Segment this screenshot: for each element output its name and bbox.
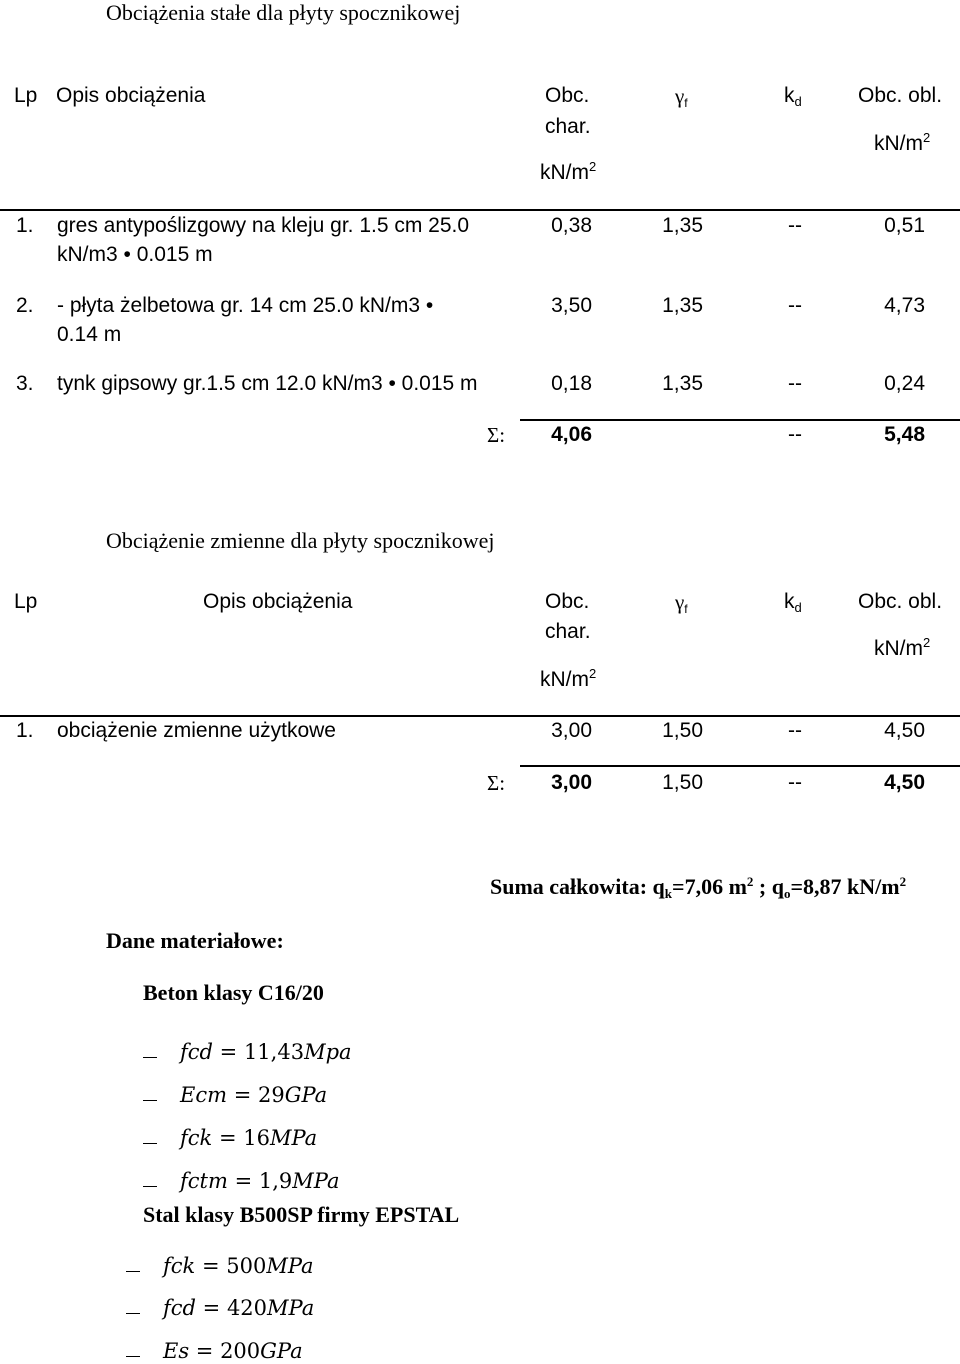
formula: Ecm = 29GPa bbox=[180, 1083, 328, 1107]
header-gamma: $\gamma_f$ bbox=[675, 590, 688, 616]
header-obl: Obc. obl. bbox=[858, 590, 943, 613]
header-lp: Lp bbox=[14, 590, 38, 613]
row-obl: 4,73 bbox=[884, 294, 925, 317]
row-char: 0,38 bbox=[551, 214, 592, 237]
section2-header-rule bbox=[0, 715, 960, 717]
row-char: 3,50 bbox=[551, 294, 592, 317]
bullet-dash bbox=[143, 1143, 157, 1144]
sum-label: Σ: bbox=[487, 771, 506, 795]
header-char-unit: $kN/m^2$ bbox=[540, 159, 597, 184]
row-lp: 1. bbox=[16, 719, 34, 742]
sum-char: 4,06 bbox=[551, 423, 592, 446]
row-lp: 2. bbox=[16, 294, 34, 317]
header-obl-unit: $kN/m^2$ bbox=[874, 635, 931, 660]
row-desc: obciążenie zmienne użytkowe bbox=[57, 719, 336, 742]
concrete-title: Beton klasy C16/20 bbox=[143, 980, 324, 1005]
row-desc: tynk gipsowy gr.1.5 cm 12.0 kN/m3 • 0.015 m bbox=[57, 372, 478, 395]
row-kd: -- bbox=[788, 372, 802, 395]
header-kd: $k_d$ bbox=[784, 590, 802, 615]
bullet-dash bbox=[126, 1356, 140, 1357]
row-kd: -- bbox=[788, 719, 802, 742]
row-lp: 1. bbox=[16, 214, 34, 237]
sum-obl: 5,48 bbox=[884, 423, 925, 446]
section1-header-rule bbox=[0, 209, 960, 211]
formula: Es = 200GPa bbox=[163, 1339, 303, 1363]
bullet-dash bbox=[143, 1057, 157, 1058]
materials-heading: Dane materiałowe: bbox=[106, 928, 284, 953]
row-desc-2: kN/m3 • 0.015 m bbox=[57, 243, 213, 266]
section1-sum-rule bbox=[520, 419, 960, 421]
row-char: 3,00 bbox=[551, 719, 592, 742]
bullet-dash bbox=[126, 1271, 140, 1272]
header-lp: Lp bbox=[14, 84, 38, 107]
header-obl-unit: $kN/m^2$ bbox=[874, 130, 931, 155]
row-obl: 4,50 bbox=[884, 719, 925, 742]
section2-title: Obciążenie zmienne dla płyty spocznikowej bbox=[106, 528, 495, 553]
header-obl: Obc. obl. bbox=[858, 84, 943, 107]
header-char-unit: $kN/m^2$ bbox=[540, 666, 597, 691]
row-gamma: 1,50 bbox=[662, 719, 703, 742]
bullet-dash bbox=[143, 1186, 157, 1187]
row-lp: 3. bbox=[16, 372, 34, 395]
formula: fcd = 420MPa bbox=[163, 1296, 315, 1320]
header-char: Obc. bbox=[545, 84, 590, 107]
sum-kd: -- bbox=[788, 771, 802, 794]
header-desc: Opis obciążenia bbox=[203, 590, 353, 613]
row-char: 0,18 bbox=[551, 372, 592, 395]
section1-title: Obciążenia stałe dla płyty spocznikowej bbox=[106, 0, 461, 25]
steel-title: Stal klasy B500SP firmy EPSTAL bbox=[143, 1202, 460, 1227]
row-desc: - płyta żelbetowa gr. 14 cm 25.0 kN/m3 • bbox=[57, 294, 434, 317]
row-kd: -- bbox=[788, 214, 802, 237]
header-char-2: char. bbox=[545, 115, 591, 138]
sum-obl: 4,50 bbox=[884, 771, 925, 794]
sum-kd: -- bbox=[788, 423, 802, 446]
row-obl: 0,24 bbox=[884, 372, 925, 395]
row-kd: -- bbox=[788, 294, 802, 317]
header-char-2: char. bbox=[545, 620, 591, 643]
sum-char: 3,00 bbox=[551, 771, 592, 794]
row-desc-2: 0.14 m bbox=[57, 323, 122, 346]
formula: fck = 16MPa bbox=[180, 1126, 318, 1150]
sum-gamma: 1,50 bbox=[662, 771, 703, 794]
header-gamma: $\gamma_f$ bbox=[675, 84, 688, 110]
header-char: Obc. bbox=[545, 590, 590, 613]
row-gamma: 1,35 bbox=[662, 372, 703, 395]
row-obl: 0,51 bbox=[884, 214, 925, 237]
total-sum: Suma całkowita: $q_k=7,06$ $m^2$ ; $q_o=8,87$ $kN/m^2$ bbox=[490, 874, 907, 901]
row-gamma: 1,35 bbox=[662, 294, 703, 317]
row-desc: gres antypoślizgowy na kleju gr. 1.5 cm 25.0 bbox=[57, 214, 470, 237]
sum-label: Σ: bbox=[487, 423, 506, 447]
header-desc: Opis obciążenia bbox=[56, 84, 206, 107]
section2-sum-rule bbox=[520, 765, 960, 767]
bullet-dash bbox=[126, 1313, 140, 1314]
formula: fcd = 11,43Mpa bbox=[180, 1040, 352, 1064]
formula: fck = 500MPa bbox=[163, 1254, 314, 1278]
formula: fctm = 1,9MPa bbox=[180, 1169, 340, 1193]
row-gamma: 1,35 bbox=[662, 214, 703, 237]
bullet-dash bbox=[143, 1100, 157, 1101]
header-kd: $k_d$ bbox=[784, 84, 802, 109]
